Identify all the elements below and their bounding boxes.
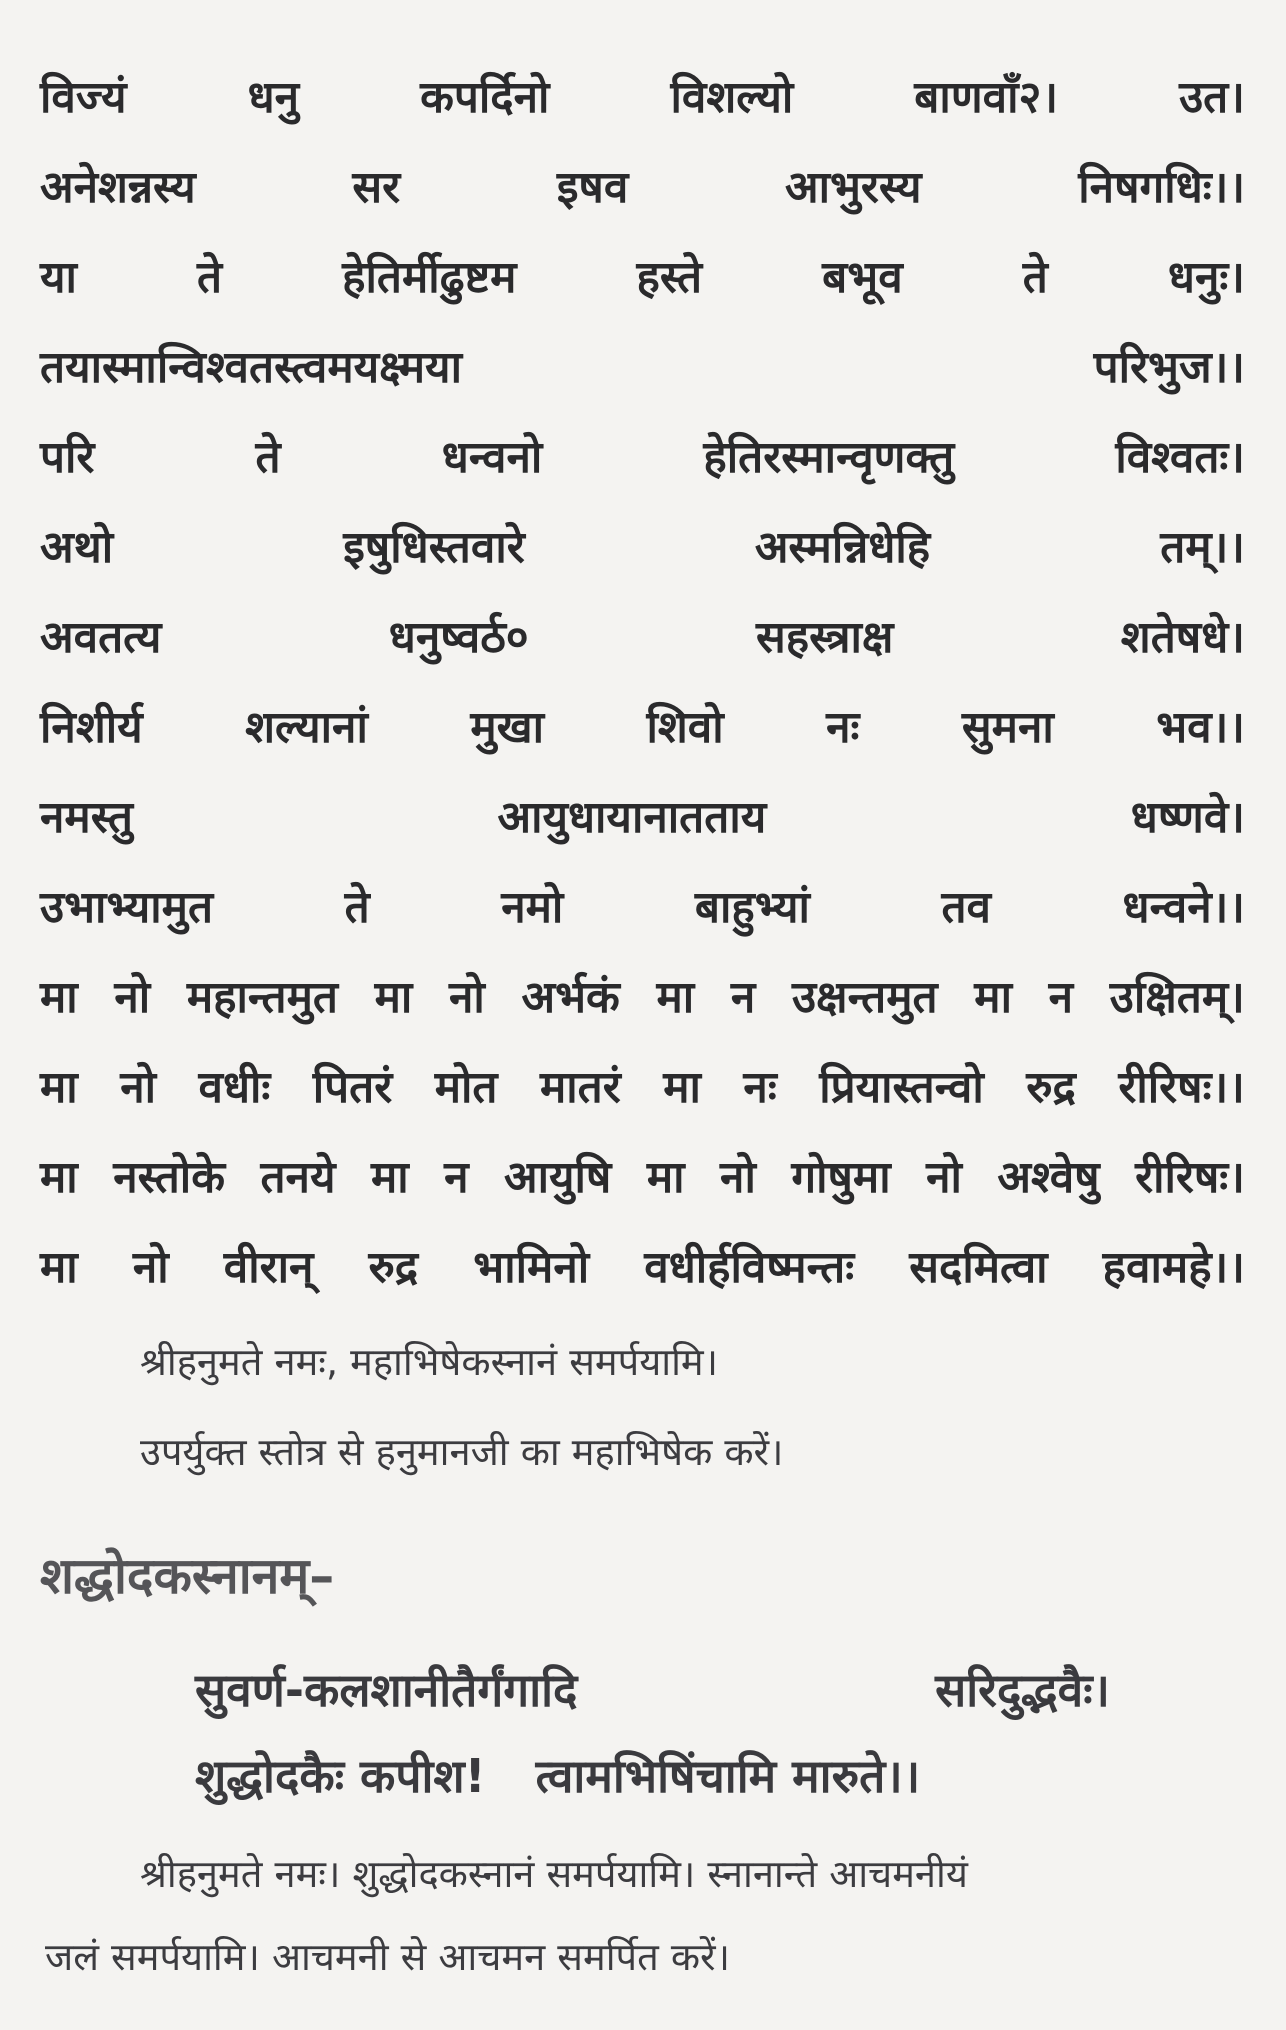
verse-word: अवतत्य (40, 612, 162, 663)
verse-word: बभूव (822, 252, 903, 303)
verse-line (40, 330, 1245, 400)
verse-word: मा (656, 972, 695, 1023)
verse-word: निशीर्य (40, 702, 143, 753)
verse-word: मा (40, 1152, 78, 1203)
verse-word: सदमित्वा (909, 1242, 1048, 1293)
verse-word: मा (663, 1062, 701, 1113)
verse-word: उक्षितम्। (1109, 972, 1245, 1023)
verse-word: धन्वने।। (1122, 882, 1245, 933)
verse-word: आभुरस्य (785, 162, 922, 213)
verse-word: रीरिषः। (1135, 1152, 1245, 1203)
verse-word: रीरिषः।। (1118, 1062, 1245, 1113)
verse-word: आयुधायानातताय (497, 792, 767, 843)
verse-word: धनुः। (1167, 252, 1245, 303)
verse-line (40, 780, 1245, 850)
verse-word: उभाभ्यामुत (40, 882, 214, 933)
verse-word: विशल्यो (670, 72, 794, 123)
verse-line (40, 150, 1245, 220)
verse-word: तनये (260, 1152, 336, 1203)
verse-word: मुखा (470, 702, 545, 753)
verse-word: नमो (501, 882, 564, 933)
verse-word: इषुधिस्तवारे (343, 522, 525, 573)
verse-line (40, 60, 1245, 130)
verse-word: निषगधिः।। (1078, 162, 1245, 213)
verse-word: गोषुमा (791, 1152, 891, 1203)
verse-line (40, 1230, 1245, 1300)
verse-word: मा (40, 972, 78, 1023)
couplet-phrase: त्वामभिषिंचामि मारुते।। (535, 1749, 921, 1803)
verse-word: मा (40, 1242, 78, 1293)
verse-word: तयास्मान्विश्वतस्त्वमयक्ष्मया (40, 342, 462, 393)
verse-word: हवामहे।। (1102, 1242, 1245, 1293)
couplet-phrase: सुवर्ण-कलशानीतैर्गंगादि (195, 1663, 578, 1717)
verse-word: हेतिर्मीढुष्टम (342, 252, 517, 303)
verse-word: मा (646, 1152, 685, 1203)
verse-word: प्रियास्तन्वो (819, 1062, 984, 1113)
verse-word: अस्मन्निधेहि (754, 522, 931, 573)
verse-word: वधीर्हविष्मन्तः (644, 1242, 855, 1293)
verse-word: नस्तोके (113, 1152, 225, 1203)
verse-word: शल्यानां (245, 702, 368, 753)
verse-word: धनुष्वर्ठ० (388, 612, 529, 663)
verse-word: बाणवाँ२। (914, 72, 1059, 123)
verse-word: महान्तमुत (186, 972, 338, 1023)
verse-word: न (730, 972, 756, 1023)
verse-word: सहस्त्राक्ष (756, 612, 894, 663)
verse-line (40, 510, 1245, 580)
verse-word: मोत (434, 1062, 498, 1113)
couplet-line (195, 1658, 1110, 1720)
verse-word: नः (743, 1062, 777, 1113)
verse-word: शतेषधे। (1120, 612, 1245, 663)
verse-word: वधीः (198, 1062, 271, 1113)
verse-word: या (40, 252, 77, 303)
verse-line (40, 960, 1245, 1030)
verse-word: परि (40, 432, 95, 483)
verse-word: नो (132, 1242, 169, 1293)
verse-word: मा (374, 972, 413, 1023)
verse-word: विज्यं (40, 72, 127, 123)
verse-word: वीरान् (223, 1242, 314, 1293)
verse-word: अश्वेषु (997, 1152, 1100, 1203)
verse-line (40, 690, 1245, 760)
verse-line (40, 1140, 1245, 1210)
verse-word: हेतिरस्मान्वृणक्तु (703, 432, 955, 483)
verse-word: ते (1022, 252, 1048, 303)
verse-line (40, 240, 1245, 310)
verse-word: उत। (1179, 72, 1245, 123)
verse-word: नमस्तु (40, 792, 133, 843)
verse-word: नो (926, 1152, 962, 1203)
verse-word: धन्वनो (441, 432, 543, 483)
verse-word: विश्वतः। (1115, 432, 1245, 483)
verse-word: अर्भकं (521, 972, 620, 1023)
verse-word: नो (720, 1152, 756, 1203)
verse-word: कपर्दिनो (420, 72, 550, 123)
verse-word: आयुषि (504, 1152, 612, 1203)
verse-word: ते (196, 252, 223, 303)
couplet-line (195, 1744, 1110, 1806)
offering-line: श्रीहनुमते नमः, महाभिषेकस्नानं समर्पयामि। (140, 1340, 719, 1384)
verse-word: नो (120, 1062, 157, 1113)
verse-word: धष्णवे। (1130, 792, 1245, 843)
verse-word: नः (826, 702, 860, 753)
verse-word: अथो (40, 522, 114, 573)
verse-word: तम्।। (1160, 522, 1245, 573)
verse-word: ते (255, 432, 281, 483)
verse-word: न (444, 1152, 469, 1203)
verse-word: भामिनो (473, 1242, 590, 1293)
verse-word: सुमना (961, 702, 1054, 753)
verse-word: नो (114, 972, 151, 1023)
verse-word: उक्षन्तमुत (791, 972, 938, 1023)
verse-word: मातरं (539, 1062, 621, 1113)
verse-word: धनु (247, 72, 300, 123)
verse-line (40, 870, 1245, 940)
verse-line (40, 420, 1245, 490)
verse-word: रुद्र (1026, 1062, 1076, 1113)
verse-line (40, 1050, 1245, 1120)
verse-word: सर (352, 162, 401, 213)
verse-word: न (1048, 972, 1074, 1023)
couplet-phrase: शुद्धोदकैः कपीश! (195, 1749, 486, 1803)
instruction-paragraph-line: जलं समर्पयामि। आचमनी से आचमन समर्पित करें। (45, 1935, 730, 1979)
verse-word: पितरं (312, 1062, 393, 1113)
verse-word: अनेशन्नस्य (40, 162, 196, 213)
verse-word: नो (449, 972, 485, 1023)
verse-word: मा (40, 1062, 78, 1113)
verse-word: इषव (556, 162, 629, 213)
couplet-phrase: सरिदुद्भवैः। (935, 1663, 1110, 1717)
verse-word: परिभुज।। (1093, 342, 1245, 393)
verse-word: तव (941, 882, 992, 933)
verse-word: मा (974, 972, 1012, 1023)
instruction-paragraph-line: श्रीहनुमते नमः। शुद्धोदकस्नानं समर्पयामि। स्नानान्ते आचमनीयं (140, 1852, 968, 1896)
verse-word: मा (370, 1152, 409, 1203)
instruction-line: उपर्युक्त स्तोत्र से हनुमानजी का महाभिषेक करें। (140, 1430, 784, 1474)
verse-word: रुद्र (368, 1242, 419, 1293)
verse-word: शिवो (646, 702, 724, 753)
verse-word: बाहुभ्यां (694, 882, 810, 933)
verse-word: हस्ते (636, 252, 703, 303)
verse-word: भव।। (1156, 702, 1245, 753)
verse-word: ते (344, 882, 370, 933)
section-heading: शद्धोदकस्नानम्– (40, 1547, 335, 1605)
verse-line (40, 600, 1245, 670)
